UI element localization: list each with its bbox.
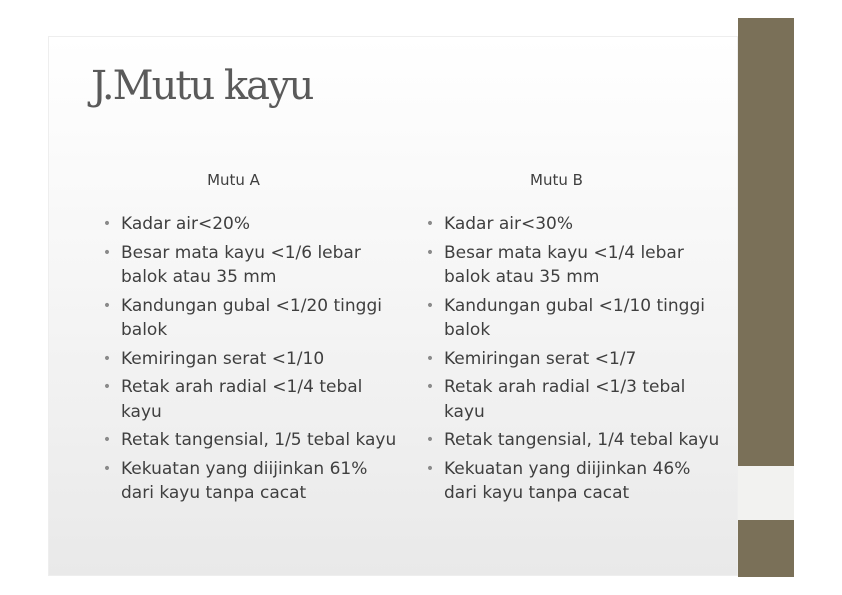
list-item-text: Kandungan gubal <1/10 tinggi balok [444, 295, 705, 340]
list-item-text: Besar mata kayu <1/6 lebar balok atau 35 mm [121, 242, 361, 287]
list-item-text: Kemiringan serat <1/10 [121, 348, 325, 369]
bullet-icon: • [102, 244, 112, 261]
bullet-icon: • [425, 297, 435, 314]
decorative-sidebar-accent [738, 466, 794, 520]
bullet-icon: • [102, 379, 112, 395]
bullet-icon: • [425, 432, 435, 448]
column-mutu-b [424, 170, 724, 510]
bullet-icon: • [425, 244, 435, 261]
list-item [424, 428, 724, 453]
list-item [101, 241, 401, 290]
bullet-list [424, 212, 724, 506]
list-item-text: Kandungan gubal <1/20 tinggi balok [121, 295, 382, 340]
bullet-icon: • [425, 350, 435, 367]
list-item [101, 347, 401, 372]
bullet-icon: • [102, 350, 112, 367]
list-item [101, 457, 401, 506]
list-item-text: Retak tangensial, 1/5 tebal kayu [121, 430, 397, 450]
list-item [101, 375, 401, 424]
bullet-icon: • [425, 216, 435, 232]
list-item [424, 241, 724, 290]
list-item-text: Kemiringan serat <1/7 [444, 348, 637, 369]
list-item [101, 294, 401, 343]
list-item-text: Kekuatan yang diijinkan 46% dari kayu tanpa cacat [444, 458, 691, 503]
list-item [424, 347, 724, 372]
bullet-icon: • [425, 379, 435, 395]
bullet-icon: • [102, 216, 112, 232]
bullet-icon: • [425, 460, 435, 477]
bullet-icon: • [102, 297, 112, 314]
column-mutu-a [101, 170, 401, 510]
column-heading: Mutu A [207, 171, 260, 189]
list-item [101, 428, 401, 453]
bullet-icon: • [102, 432, 112, 448]
slide-title: J.Mutu kayu [91, 63, 313, 109]
list-item [101, 212, 401, 237]
list-item-text: Besar mata kayu <1/4 lebar balok atau 35 mm [444, 242, 684, 287]
list-item [424, 375, 724, 424]
list-item-text: Retak tangensial, 1/4 tebal kayu [444, 430, 720, 450]
list-item [424, 294, 724, 343]
column-heading: Mutu B [530, 171, 583, 189]
list-item-text: Kekuatan yang diijinkan 61% dari kayu tanpa cacat [121, 458, 368, 503]
list-item-text: Retak arah radial <1/4 tebal kayu [121, 377, 363, 422]
list-item-text: Kadar air<30% [444, 214, 574, 234]
list-item-text: Retak arah radial <1/3 tebal kayu [444, 377, 686, 422]
list-item [424, 212, 724, 237]
list-item-text: Kadar air<20% [121, 214, 251, 234]
bullet-list [101, 212, 401, 506]
list-item [424, 457, 724, 506]
bullet-icon: • [102, 460, 112, 477]
